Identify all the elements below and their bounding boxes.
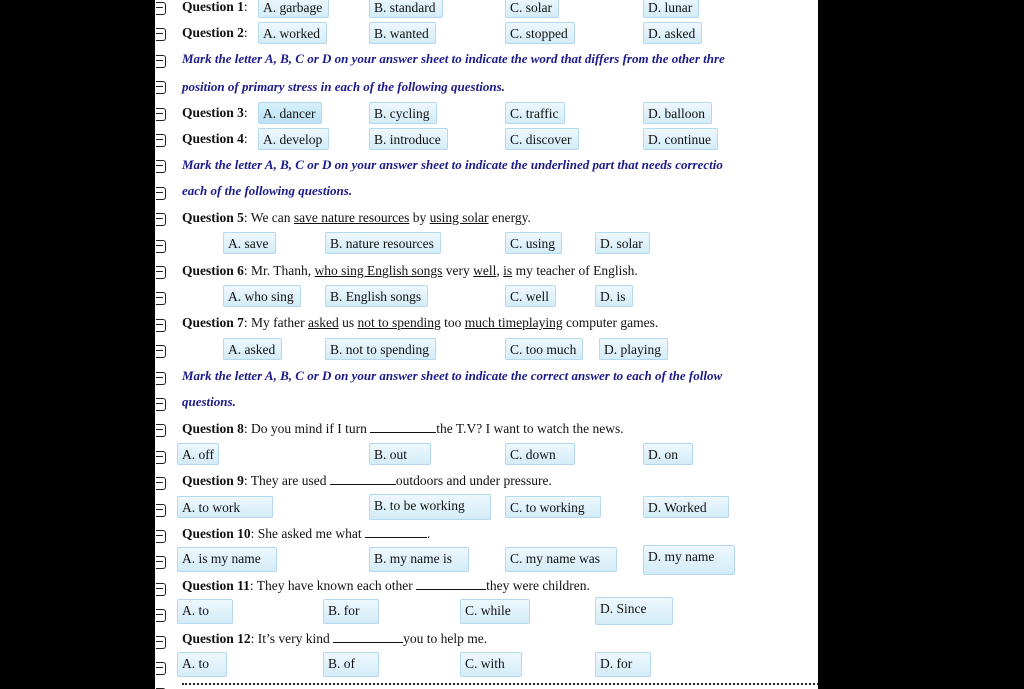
binder-ring: [156, 609, 166, 622]
question-5: Question 5: We can save nature resources by using solar energy.: [182, 210, 531, 225]
q12-option-b[interactable]: B. of: [323, 652, 379, 677]
question-label: Question 8: [182, 421, 244, 436]
binder-ring: [156, 266, 166, 279]
q7-option-b[interactable]: B. not to spending: [325, 338, 436, 360]
question-label: Question 9: [182, 473, 244, 488]
binder-ring: [156, 319, 166, 332]
question-10: Question 10: She asked me what .: [182, 526, 431, 541]
q1-option-c[interactable]: C. solar: [505, 0, 559, 18]
q8-option-d[interactable]: D. on: [643, 443, 693, 465]
q8-option-a[interactable]: A. off: [177, 443, 219, 465]
q6-option-b[interactable]: B. English songs: [325, 285, 428, 307]
question-label: Question 10: [182, 526, 251, 541]
q11-option-a[interactable]: A. to: [177, 599, 233, 624]
q9-option-b[interactable]: B. to be working: [369, 494, 491, 520]
q11-option-d[interactable]: D. Since: [595, 597, 673, 625]
q4-option-a[interactable]: A. develop: [258, 128, 329, 150]
q3-option-c[interactable]: C. traffic: [505, 102, 565, 124]
q1-option-b[interactable]: B. standard: [369, 0, 443, 18]
worksheet-page: [155, 0, 818, 689]
question-text: computer games.: [562, 315, 659, 330]
question-text: Mr. Thanh,: [251, 263, 315, 278]
q4-option-b[interactable]: B. introduce: [369, 128, 448, 150]
question-11: Question 11: They have known each other they were children.: [182, 578, 590, 593]
q9-option-a[interactable]: A. to work: [177, 496, 273, 518]
q1-option-a[interactable]: A. garbage: [258, 0, 329, 18]
binder-ring: [156, 108, 166, 121]
binder-ring: [156, 213, 166, 226]
underlined-part: not to spending: [357, 315, 441, 330]
question-text: us: [338, 315, 358, 330]
question-text: We can: [250, 210, 294, 225]
q6-option-d[interactable]: D. is: [595, 285, 633, 307]
question-3: Question 3:: [182, 105, 248, 120]
question-1: Question 1:: [182, 0, 248, 14]
underlined-part: asked: [308, 315, 339, 330]
binder-ring: [156, 451, 166, 464]
question-text: they were children.: [486, 578, 590, 593]
q11-option-c[interactable]: C. while: [460, 599, 530, 624]
question-text: .: [427, 526, 431, 541]
next-question-cut-off: [182, 683, 818, 689]
question-text: Do you mind if I turn: [251, 421, 371, 436]
binder-ring: [156, 134, 166, 147]
question-label: Question 7: [182, 315, 244, 330]
question-2: Question 2:: [182, 25, 248, 40]
question-6: Question 6: Mr. Thanh, who sing English songs very well, is my teacher of English.: [182, 263, 638, 278]
question-4: Question 4:: [182, 131, 248, 146]
q11-option-b[interactable]: B. for: [323, 599, 379, 624]
binder-ring: [156, 424, 166, 437]
q5-option-d[interactable]: D. solar: [595, 232, 650, 254]
question-12: Question 12: It’s very kind you to help me.: [182, 631, 488, 646]
q8-option-c[interactable]: C. down: [505, 443, 575, 465]
q4-option-d[interactable]: D. continue: [643, 128, 718, 150]
underlined-part: is: [503, 263, 513, 278]
binder-ring: [156, 556, 166, 569]
question-label: Question 5: [182, 210, 244, 225]
answer-blank: [330, 473, 396, 485]
binder-ring: [156, 160, 166, 173]
underlined-part: who sing English songs: [314, 263, 443, 278]
binder-ring: [156, 187, 166, 200]
binder-ring: [156, 530, 166, 543]
instruction-stress-line2: position of primary stress in each of the following questions.: [182, 79, 505, 94]
binder-ring: [156, 2, 166, 15]
binder-ring: [156, 636, 166, 649]
answer-blank: [416, 578, 486, 590]
question-text: outdoors and under pressure.: [395, 473, 552, 488]
question-9: Question 9: They are used outdoors and under pressure.: [182, 473, 552, 488]
instruction-stress-line1: Mark the letter A, B, C or D on your answer sheet to indicate the word that differs from the other thre: [182, 51, 725, 66]
binder-ring: [156, 372, 166, 385]
underlined-part: much timeplaying: [464, 315, 563, 330]
q8-option-b[interactable]: B. out: [369, 443, 431, 465]
question-text: too: [440, 315, 465, 330]
q4-option-c[interactable]: C. discover: [505, 128, 579, 150]
binder-ring: [156, 398, 166, 411]
q10-option-a[interactable]: A. is my name: [177, 547, 277, 572]
q7-option-c[interactable]: C. too much: [505, 338, 583, 360]
answer-blank: [365, 526, 427, 538]
question-text: energy.: [488, 210, 531, 225]
q7-option-a[interactable]: A. asked: [223, 338, 282, 360]
answer-blank: [333, 631, 403, 643]
q3-option-b[interactable]: B. cycling: [369, 102, 437, 124]
question-8: Question 8: Do you mind if I turn the T.V? I want to watch the news.: [182, 421, 624, 436]
q9-option-d[interactable]: D. Worked: [643, 496, 729, 518]
q12-option-d[interactable]: D. for: [595, 652, 651, 677]
binder-ring: [156, 477, 166, 490]
q7-option-d[interactable]: D. playing: [599, 338, 668, 360]
q5-option-b[interactable]: B. nature resources: [325, 232, 441, 254]
q12-option-a[interactable]: A. to: [177, 652, 227, 677]
instruction-correct-line1: Mark the letter A, B, C or D on your answer sheet to indicate the correct answer to each of the follow: [182, 368, 723, 383]
question-text: the T.V? I want to watch the news.: [436, 421, 624, 436]
binder-ring: [156, 504, 166, 517]
question-text: It’s very kind: [257, 631, 334, 646]
question-label: Question 1: [182, 0, 244, 14]
instruction-correct-line2: questions.: [182, 394, 236, 409]
instruction-error-line1: Mark the letter A, B, C or D on your answer sheet to indicate the underlined part that needs correctio: [182, 157, 723, 172]
q10-option-b[interactable]: B. my name is: [369, 547, 469, 572]
question-text: very: [442, 263, 474, 278]
question-text: my teacher of English.: [512, 263, 638, 278]
q10-option-c[interactable]: C. my name was: [505, 547, 617, 572]
q2-option-d[interactable]: D. asked: [643, 22, 702, 44]
binder-ring: [156, 55, 166, 68]
q10-option-d[interactable]: D. my name: [643, 545, 735, 575]
q12-option-c[interactable]: C. with: [460, 652, 522, 677]
question-text: ,: [496, 263, 504, 278]
q2-option-b[interactable]: B. wanted: [369, 22, 436, 44]
question-text: by: [409, 210, 430, 225]
question-label: Question 3: [182, 105, 244, 120]
question-label: Question 12: [182, 631, 251, 646]
q6-option-a[interactable]: A. who sing: [223, 285, 301, 307]
binder-ring: [156, 240, 166, 253]
question-text: you to help me.: [403, 631, 488, 646]
underlined-part: using solar: [429, 210, 489, 225]
q2-option-c[interactable]: C. stopped: [505, 22, 575, 44]
question-text: My father: [251, 315, 309, 330]
q2-option-a[interactable]: A. worked: [258, 22, 327, 44]
q9-option-c[interactable]: C. to working: [505, 496, 601, 518]
spiral-binding: [155, 0, 169, 689]
question-label: Question 4: [182, 131, 244, 146]
binder-ring: [156, 81, 166, 94]
question-label: Question 2: [182, 25, 244, 40]
binder-ring: [156, 345, 166, 358]
question-text: She asked me what: [257, 526, 366, 541]
question-text: They have known each other: [256, 578, 417, 593]
question-label: Question 11: [182, 578, 250, 593]
question-label: Question 6: [182, 263, 244, 278]
answer-blank: [370, 421, 436, 433]
question-7: Question 7: My father asked us not to spending too much timeplaying computer games.: [182, 315, 659, 330]
binder-ring: [156, 292, 166, 305]
q5-option-c[interactable]: C. using: [505, 232, 562, 254]
binder-ring: [156, 662, 166, 675]
q1-option-d[interactable]: D. lunar: [643, 0, 699, 18]
q5-option-a[interactable]: A. save: [223, 232, 276, 254]
instruction-error-line2: each of the following questions.: [182, 183, 353, 198]
q3-option-a[interactable]: A. dancer: [258, 102, 322, 124]
q6-option-c[interactable]: C. well: [505, 285, 556, 307]
binder-ring: [156, 28, 166, 41]
underlined-part: save nature resources: [293, 210, 410, 225]
binder-ring: [156, 583, 166, 596]
underlined-part: well: [473, 263, 497, 278]
q3-option-d[interactable]: D. balloon: [643, 102, 712, 124]
question-text: They are used: [250, 473, 330, 488]
